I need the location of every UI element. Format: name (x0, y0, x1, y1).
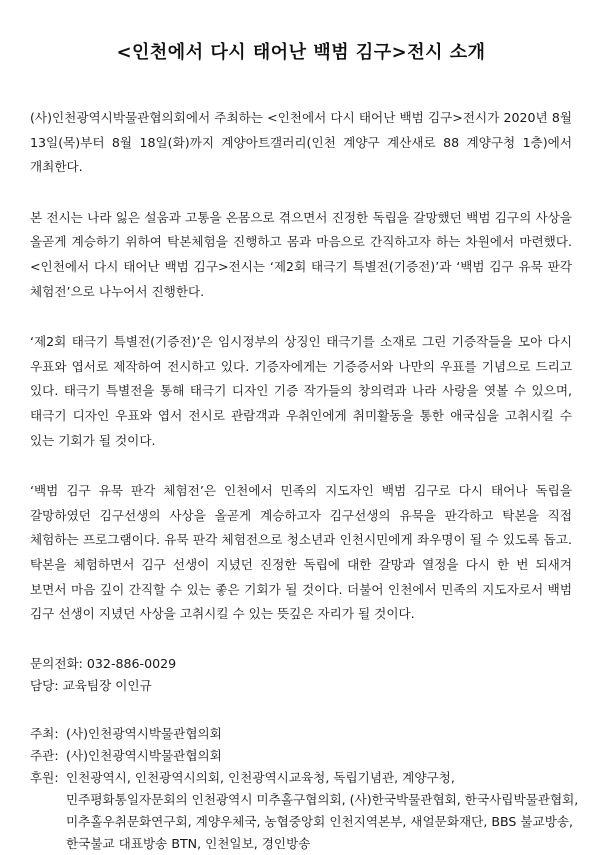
paragraph-flag-exhibition: ‘제2회 태극기 특별전(기증전)’은 임시정부의 상징인 태극기를 소재로 그린 기증작들을 모아 다시 우표와 엽서로 제작하여 전시하고 있다. 기증자에게는 기증증서와 나만의 우표를 기념으로 드리고 있다. 태극기 특별전을 통해 태극기 디자인 기증 작가들의 창의력과 나라 사랑을 엿볼 수 있으며, 태극기 디자인 우표와 엽서 전시로 관람객과 우취인에게 취미활동을 통한 애국심을 고취시킬 수 있는 기회가 될 것이다. (30, 334, 572, 448)
paragraph-calligraphy-program: ‘백범 김구 유묵 판각 체험전’은 인천에서 민족의 지도자인 백범 김구로 다시 태어나 독립을 갈망하였던 김구선생의 사상을 올곧게 계승하고자 김구선생의 유묵을 판각하고 탁본을 직접 체험하는 프로그램이다. 유묵 판각 체험전으로 청소년과 인천시민에게 좌우명이 될 수 있도록 돕고. 탁본을 체험하면서 김구 선생이 지녔던 진정한 독립에 대한 갈망과 열정을 다시 한 번 되새겨 보면서 마음 깊이 간직할 수 있는 좋은 기회가 될 것이다. 더불어 인천에서 민족의 지도자로서 백범 김구 선생이 지녔던 사상을 고취시킬 수 있는 뜻깊은 자리가 될 것이다. (30, 483, 572, 622)
credit-sponsor-label: 후원: (30, 769, 59, 785)
credits-block (30, 723, 579, 855)
credit-organizer-value: (사)인천광역시박물관협의회 (66, 747, 222, 763)
credit-host-value: (사)인천광역시박물관협의회 (66, 725, 222, 741)
credit-sponsor-list (66, 767, 578, 855)
document-title: <인천에서 다시 태어난 백범 김구>전시 소개 (116, 42, 486, 63)
credit-organizer-row (30, 745, 572, 767)
credit-host-label: 주최: (30, 725, 59, 741)
credit-sponsor-row (30, 767, 579, 855)
contact-manager: 담당: 교육팀장 이인규 (30, 677, 152, 693)
paragraph-intro: (사)인천광역시박물관협의회에서 주최하는 <인천에서 다시 태어난 백범 김구>전시가 2020년 8월 13일(목)부터 8월 18일(화)까지 계양아트갤러리(인천 계양구 계산새로 88 계양구청 1층)에서 개최한다. (30, 110, 572, 175)
credit-host-row (30, 723, 572, 745)
credit-organizer-label: 주관: (30, 747, 59, 763)
sponsor-line: 미추홀우취문화연구회, 계양우체국, 농협중앙회 인천지역본부, 새얼문화재단, BBS 불교방송, (66, 813, 574, 829)
paragraph-purpose: 본 전시는 나라 잃은 설움과 고통을 온몸으로 겪으면서 진정한 독립을 갈망했던 백범 김구의 사상을 올곧게 계승하기 위하여 탁본체험을 진행하고 몸과 마음으로 간직하고자 하는 차원에서 마련했다. <인천에서 다시 태어난 백범 김구>전시는 ‘제2회 태극기 특별전(기증전)’과 ‘백범 김구 유묵 판각 체험전’으로 나누어서 진행한다. (30, 209, 572, 299)
document-body (30, 106, 572, 627)
contact-info (30, 653, 572, 697)
contact-phone: 문의전화: 032-886-0029 (30, 655, 177, 671)
sponsor-line: 민주평화통일자문회의 인천광역시 미추홀구협의회, (사)한국박물관협회, 한국사립박물관협회, (66, 791, 579, 807)
sponsor-line: 한국불교 대표방송 BTN, 인천일보, 경인방송 (66, 835, 311, 851)
sponsor-line: 인천광역시, 인천광역시의회, 인천광역시교육청, 독립기념관, 계양구청, (66, 769, 455, 785)
